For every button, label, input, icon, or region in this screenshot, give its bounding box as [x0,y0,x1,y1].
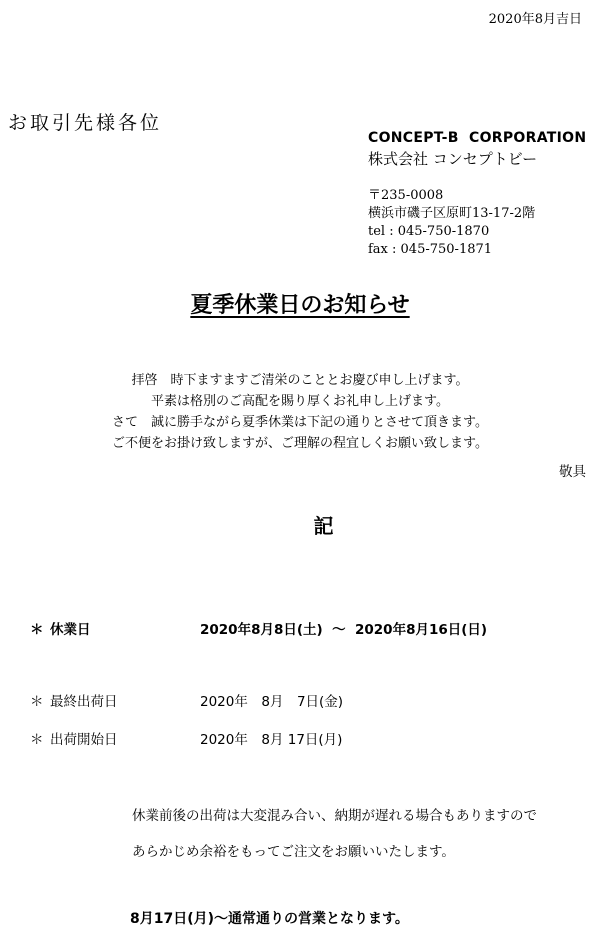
sender-address [368,187,586,259]
greeting-paragraph [0,370,600,454]
bullet-mark: ＊ [30,622,44,638]
shipping-start-date: 2020年 8月 17日(月) [200,732,343,748]
last-shipping-row [30,690,590,710]
holiday-row [30,618,590,638]
company-name-ja: 株式会社 コンセプトビー [368,150,538,168]
shipping-note [132,798,537,870]
note-line: あらかじめ余裕をもってご注文をお願いいたします。 [132,844,455,860]
closing-word: 敬具 [559,464,586,480]
last-shipping-date: 2020年 8月 7日(金) [200,694,344,710]
telephone: tel : 045-750-1870 [368,224,490,239]
postal-code: 〒235-0008 [368,188,444,203]
bullet-mark: ＊ [30,732,44,748]
holiday-period: 2020年8月8日(土) ～ 2020年8月16日(日) [200,622,488,638]
shipping-start-row [30,728,590,748]
company-name-en: CONCEPT-B CORPORATION [368,130,587,146]
last-shipping-label: 最終出荷日 [50,694,118,710]
holiday-label: 休業日 [50,622,91,638]
greeting-line: 拝啓 時下ますますご清栄のこととお慶び申し上げます。 [131,373,469,388]
note-line: 休業前後の出荷は大変混み合い、納期が遅れる場合もありますので [132,808,537,824]
street-address: 横浜市磯子区原町13-17-2階 [368,206,536,221]
fax: fax : 045-750-1871 [368,242,493,257]
shipping-start-label: 出荷開始日 [50,732,118,748]
resume-business-note: 8月17日(月)～通常通りの営業となります。 [130,911,409,927]
bullet-mark: ＊ [30,694,44,710]
greeting-line: さて 誠に勝手ながら夏季休業は下記の通りとさせて頂きます。 [112,415,488,430]
document-title: 夏季休業日のお知らせ [190,293,410,318]
sender-block [368,130,586,259]
ki-heading: 記 [313,514,334,538]
greeting-line: 平素は格別のご高配を賜り厚くお礼申し上げます。 [151,394,449,409]
greeting-line: ご不便をお掛け致しますが、ご理解の程宜しくお願い致します。 [112,436,488,451]
recipient: お取引先様各位 [8,112,163,134]
letter-date: 2020年8月吉日 [488,12,582,27]
